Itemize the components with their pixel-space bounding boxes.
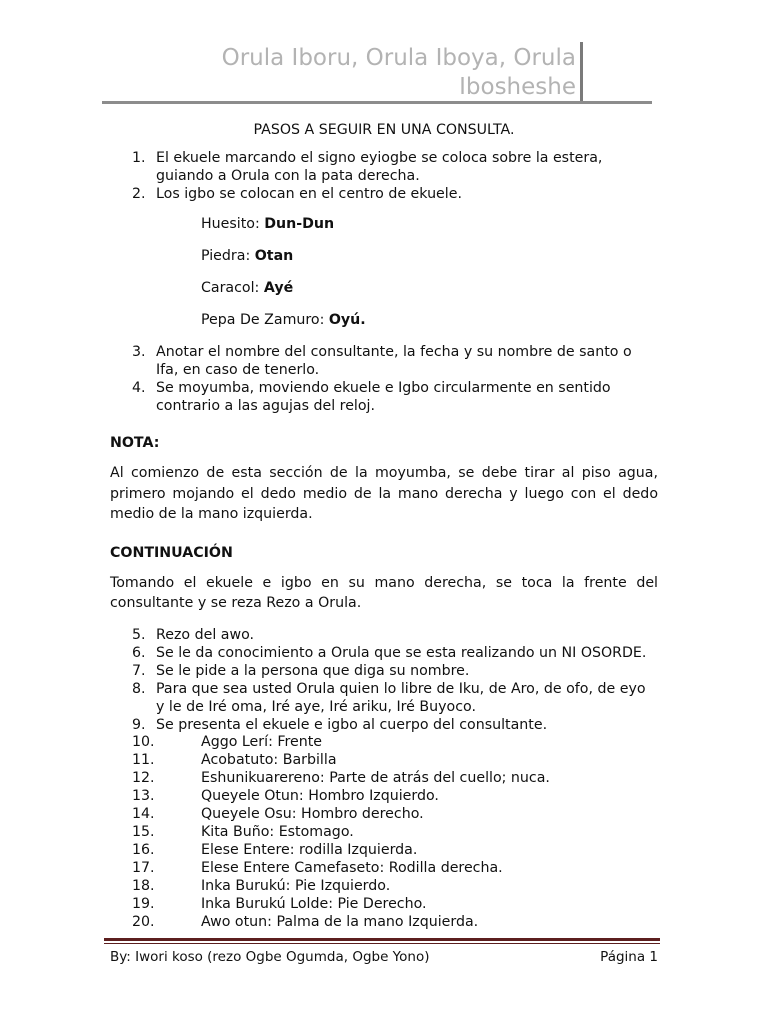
list-item [110,662,658,680]
list-item [110,841,658,859]
list-text: Eshunikuarereno: Parte de atrás del cuello; nuca. [201,769,550,786]
list-item [110,733,658,751]
list-number: 18. [132,877,155,894]
list-text: Se moyumba, moviendo ekuele e Igbo circularmente en sentido contrario a las agujas del reloj. [156,380,611,414]
material-label: Pepa De Zamuro: [201,312,329,328]
list-number: 20. [132,913,155,930]
list-number: 16. [132,841,155,858]
material-label: Huesito: [201,216,265,232]
header-horizontal-rule [102,101,652,104]
material-item [110,309,658,331]
footer-author: By: Iwori koso (rezo Ogbe Ogumda, Ogbe Yono) [110,949,430,965]
list-item [110,343,658,379]
material-item [110,245,658,267]
material-value: Otan [254,248,294,264]
list-text: Se le pide a la persona que diga su nombre. [156,662,470,679]
list-item [110,769,658,787]
list-text: Aggo Lerí: Frente [201,733,323,750]
list-number: 15. [132,823,155,840]
material-value: Ayé [263,280,294,296]
material-item [110,213,658,235]
list-number: 4. [132,380,146,396]
nota-heading: NOTA: [110,435,160,451]
list-item [110,644,658,662]
list-number: 19. [132,895,155,912]
list-item [110,877,658,895]
list-number: 3. [132,344,146,360]
list-number: 12. [132,769,155,786]
page-header-title [180,44,576,102]
list-text: Inka Burukú: Pie Izquierdo. [201,877,391,894]
steps-list-a [110,149,658,203]
list-number: 8. [132,680,146,697]
list-text: Para que sea usted Orula quien lo libre de Iku, de Aro, de ofo, de eyo y le de Iré oma, Iré aye, Iré ariku, Iré Buyoco. [156,680,646,715]
list-text: Anotar el nombre del consultante, la fecha y su nombre de santo o Ifa, en caso de tenerlo. [156,344,632,378]
continuacion-paragraph: Tomando el ekuele e igbo en su mano derecha, se toca la frente del consultante y se reza Rezo a Orula. [110,574,658,611]
list-item [110,716,658,734]
document-title: PASOS A SEGUIR EN UNA CONSULTA. [253,122,515,138]
material-label: Caracol: [201,280,264,296]
list-item [110,823,658,841]
list-number: 5. [132,626,146,643]
list-number: 17. [132,859,155,876]
list-text: Awo otun: Palma de la mano Izquierda. [201,913,479,930]
steps-list-b [110,343,658,415]
list-number: 2. [132,186,146,202]
list-number: 10. [132,733,155,750]
footer-page-number: Página 1 [600,949,658,965]
list-text: Acobatuto: Barbilla [201,751,337,768]
list-text: Se le da conocimiento a Orula que se esta realizando un NI OSORDE. [156,644,647,661]
list-number: 7. [132,662,146,679]
list-item [110,379,658,415]
footer-rule-thin [104,943,660,944]
list-text: Elese Entere Camefaseto: Rodilla derecha. [201,859,503,876]
header-title-line-1: Orula Iboru, Orula Iboya, Orula [221,45,576,71]
list-text: Kita Buño: Estomago. [201,823,354,840]
list-item [110,859,658,877]
document-body [110,119,658,931]
materials-list [110,213,658,331]
material-value: Oyú. [328,312,366,328]
list-number: 13. [132,787,155,804]
list-text: Queyele Otun: Hombro Izquierdo. [201,787,439,804]
list-item [110,680,658,716]
material-label: Piedra: [201,248,255,264]
material-item [110,277,658,299]
header-title-line-2: Ibosheshe [459,74,576,100]
list-text: Inka Burukú Lolde: Pie Derecho. [201,895,427,912]
list-item [110,751,658,769]
continuacion-heading: CONTINUACIÓN [110,544,233,561]
list-number: 14. [132,805,155,822]
list-text: Queyele Osu: Hombro derecho. [201,805,424,822]
list-item [110,185,658,203]
header-vertical-rule [580,42,583,104]
steps-list-d [110,733,658,931]
list-item [110,805,658,823]
list-text: Los igbo se colocan en el centro de ekuele. [156,186,462,202]
list-item [110,626,658,644]
steps-list-c [110,626,658,734]
nota-paragraph: Al comienzo de esta sección de la moyumba, se debe tirar al piso agua, primero mojando el dedo medio de la mano derecha y luego con el dedo medio de la mano izquierda. [110,465,658,522]
list-item [110,787,658,805]
footer-rule-thick [104,938,660,941]
list-text: Se presenta el ekuele e igbo al cuerpo del consultante. [156,716,548,733]
material-value: Dun-Dun [264,216,335,232]
list-number: 1. [132,150,146,166]
list-number: 11. [132,751,155,768]
list-text: El ekuele marcando el signo eyiogbe se coloca sobre la estera, guiando a Orula con la pata derecha. [156,150,603,184]
list-text: Rezo del awo. [156,626,255,643]
list-text: Elese Entere: rodilla Izquierda. [201,841,418,858]
list-item [110,895,658,913]
list-number: 9. [132,716,146,733]
list-number: 6. [132,644,146,661]
list-item [110,913,658,931]
list-item [110,149,658,185]
